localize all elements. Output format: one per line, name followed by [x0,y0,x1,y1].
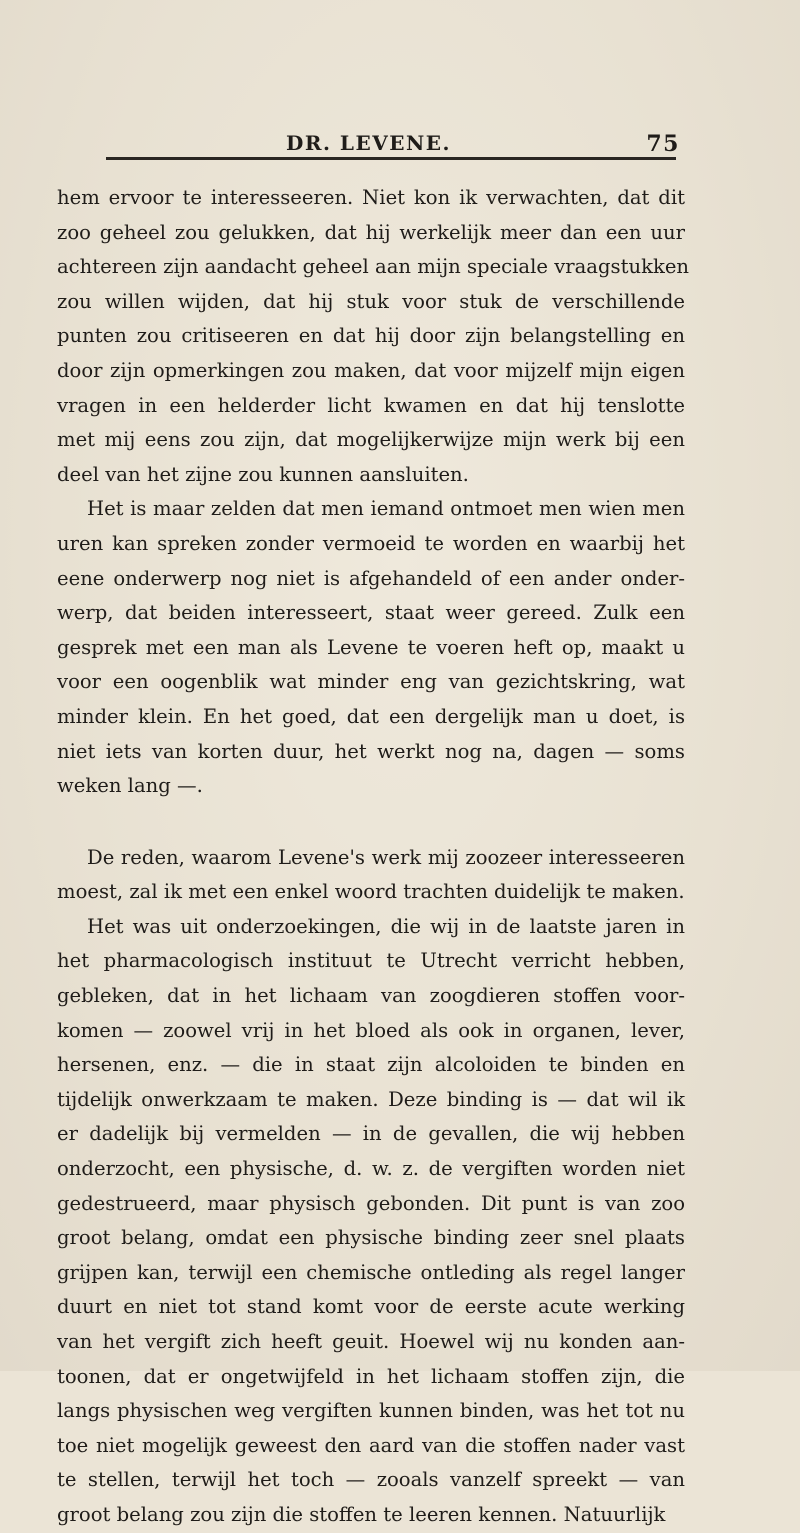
text-line: werp, dat beiden interesseert, staat weer gereed. Zulk een [57,601,685,625]
text-line: hersenen, enz. — die in staat zijn alcoloiden te binden en [57,1053,685,1077]
text-line: weken lang —. [57,774,203,798]
section-break [57,804,685,841]
text-line: te stellen, terwijl het toch — zooals vanzelf spreekt — van [57,1468,685,1492]
text-line: niet iets van korten duur, het werkt nog na, dagen — soms [57,739,685,763]
text-line: toe niet mogelijk geweest den aard van die stoffen nader vast [57,1433,685,1457]
text-line: eene onderwerp nog niet is afgehandeld of een ander onder- [57,566,685,590]
text-line: zoo geheel zou gelukken, dat hij werkelijk meer dan een uur [57,220,685,244]
text-line: toonen, dat er ongetwijfeld in het lichaam stoffen zijn, die [57,1364,685,1388]
running-head [286,131,682,157]
text-line: komen — zoowel vrij in het bloed als ook in organen, lever, [57,1018,685,1042]
running-title: DR. LEVENE. [286,131,451,155]
text-line: De reden, waarom Levene's werk mij zoozeer interesseeren [87,845,685,869]
text-line: duurt en niet tot stand komt voor de eerste acute werking [57,1295,685,1319]
text-line: door zijn opmerkingen zou maken, dat voor mijzelf mijn eigen [57,358,685,382]
paragraph [57,492,685,803]
text-line: vragen in een helderder licht kwamen en dat hij tenslotte [57,393,685,417]
text-line: van het vergift zich heeft geuit. Hoewel wij nu konden aan- [57,1330,685,1353]
header-rule [106,157,676,160]
text-line: zou willen wijden, dat hij stuk voor stuk de verschillende [57,289,685,313]
text-line: gedestrueerd, maar physisch gebonden. Dit punt is van zoo [57,1191,685,1215]
text-line: het pharmacologisch instituut te Utrecht verricht hebben, [57,949,685,973]
text-line: grijpen kan, terwijl een chemische ontleding als regel langer [57,1260,685,1284]
text-line: Het is maar zelden dat men iemand ontmoet men wien men [87,497,685,521]
text-line: deel van het zijne zou kunnen aansluiten. [57,462,469,486]
text-line: gebleken, dat in het lichaam van zoogdieren stoffen voor- [57,984,685,1008]
text-line: er dadelijk bij vermelden — in de gevallen, die wij hebben [57,1122,685,1146]
text-line: gesprek met een man als Levene te voeren heft op, maakt u [57,635,685,659]
text-line: met mij eens zou zijn, dat mogelijkerwijze mijn werk bij een [57,428,685,452]
paragraph [57,181,690,492]
page-number: 75 [646,131,680,157]
text-line: groot belang zou zijn die stoffen te leeren kennen. Natuurlijk [57,1502,666,1526]
text-line: moest, zal ik met een enkel woord trachten duidelijk te maken. [57,880,685,904]
text-line: minder klein. En het goed, dat een dergelijk man u doet, is [57,704,685,728]
text-line: punten zou critiseeren en dat hij door zijn belangstelling en [57,324,685,348]
paragraph [57,910,685,1533]
body-text [57,181,690,1533]
text-line: tijdelijk onwerkzaam te maken. Deze binding is — dat wil ik [57,1087,685,1111]
text-line: hem ervoor te interesseeren. Niet kon ik verwachten, dat dit [57,186,685,209]
text-line: achtereen zijn aandacht geheel aan mijn speciale vraagstukken [57,255,690,279]
text-line: groot belang, omdat een physische binding zeer snel plaats [57,1226,685,1250]
text-line: uren kan spreken zonder vermoeid te worden en waarbij het [57,531,685,555]
text-line: Het was uit onderzoekingen, die wij in de laatste jaren in [87,914,685,938]
text-line: langs physischen weg vergiften kunnen binden, was het tot nu [57,1399,685,1423]
paragraph [57,841,685,910]
text-line: onderzocht, een physische, d. w. z. de vergiften worden niet [57,1157,685,1181]
text-line: voor een oogenblik wat minder eng van gezichtskring, wat [57,670,685,694]
